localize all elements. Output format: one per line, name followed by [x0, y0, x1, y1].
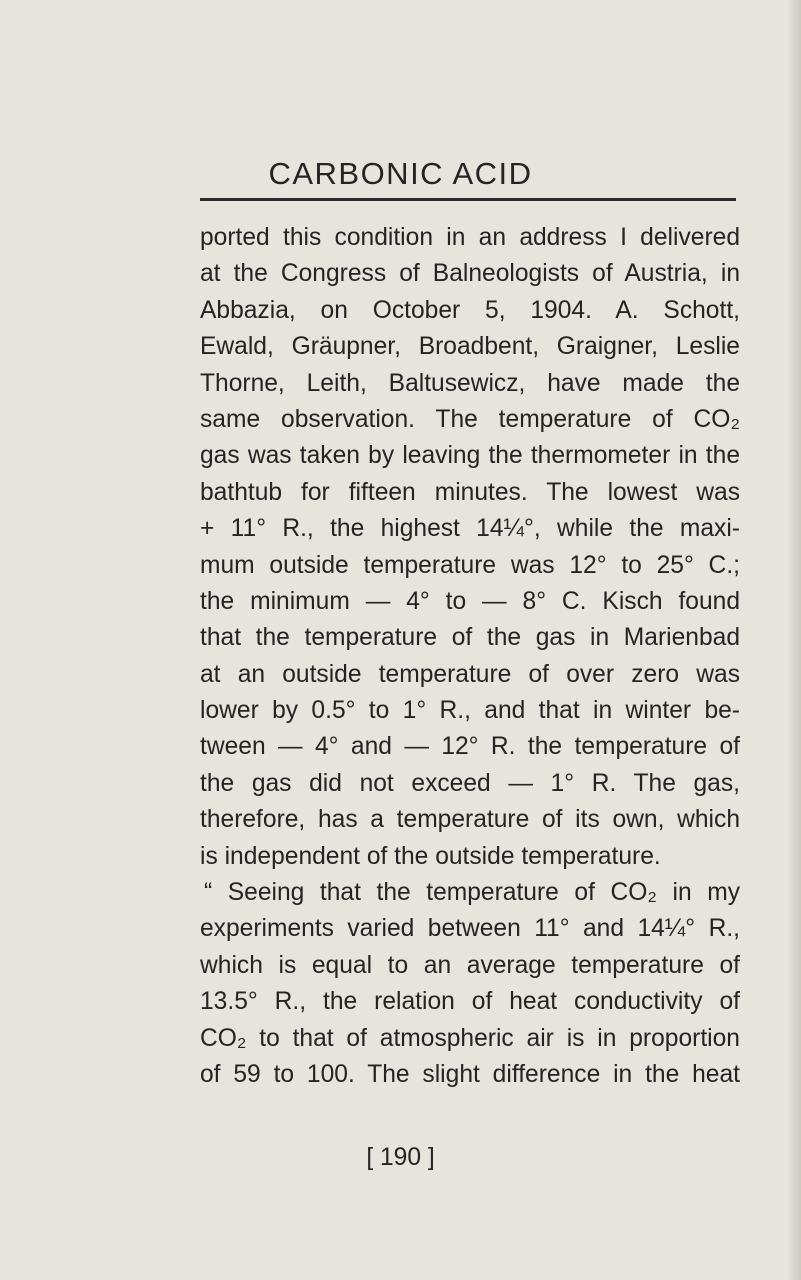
text-line: therefore, has a temperature of its own, which	[200, 806, 740, 834]
text-line: bathtub for fifteen minutes. The lowest was	[200, 478, 740, 506]
text-line: Thorne, Leith, Baltusewicz, have made the	[200, 369, 740, 397]
text-line: Abbazia, on October 5, 1904. A. Schott,	[200, 296, 740, 324]
text-line: 13.5° R., the relation of heat conductivity of	[200, 988, 740, 1016]
text-line: the minimum — 4° to — 8° C. Kisch found	[200, 587, 740, 615]
text-line: gas was taken by leaving the thermometer in the	[200, 442, 740, 470]
text-line: tween — 4° and — 12° R. the temperature of	[200, 733, 740, 761]
text-line: ported this condition in an address I delivered	[200, 224, 740, 251]
text-line: mum outside temperature was 12° to 25° C.;	[200, 551, 740, 579]
page-number: [ 190 ]	[366, 1144, 435, 1171]
text-line: Ewald, Gräupner, Broadbent, Graigner, Leslie	[200, 333, 740, 361]
text-line: the gas did not exceed — 1° R. The gas,	[200, 769, 740, 797]
text-line: at the Congress of Balneologists of Austria, in	[200, 260, 740, 288]
text-line: of 59 to 100. The slight difference in the heat	[200, 1060, 740, 1088]
text-line: which is equal to an average temperature of	[200, 951, 740, 979]
running-head: CARBONIC ACID	[268, 156, 533, 191]
text-line: “ Seeing that the temperature of CO₂ in my	[204, 879, 740, 907]
text-line: lower by 0.5° to 1° R., and that in winter be-	[200, 697, 740, 725]
header-rule	[200, 198, 736, 201]
text-line: same observation. The temperature of CO₂	[200, 405, 740, 433]
text-line: + 11° R., the highest 14¼°, while the maxi-	[200, 515, 740, 543]
text-line: that the temperature of the gas in Marienbad	[200, 624, 740, 652]
text-line: at an outside temperature of over zero was	[200, 660, 740, 688]
text-line: CO₂ to that of atmospheric air is in proportion	[200, 1024, 740, 1052]
text-line: experiments varied between 11° and 14¼° R.,	[200, 915, 740, 943]
text-line: is independent of the outside temperature.	[200, 842, 661, 870]
body-text	[200, 220, 740, 1093]
